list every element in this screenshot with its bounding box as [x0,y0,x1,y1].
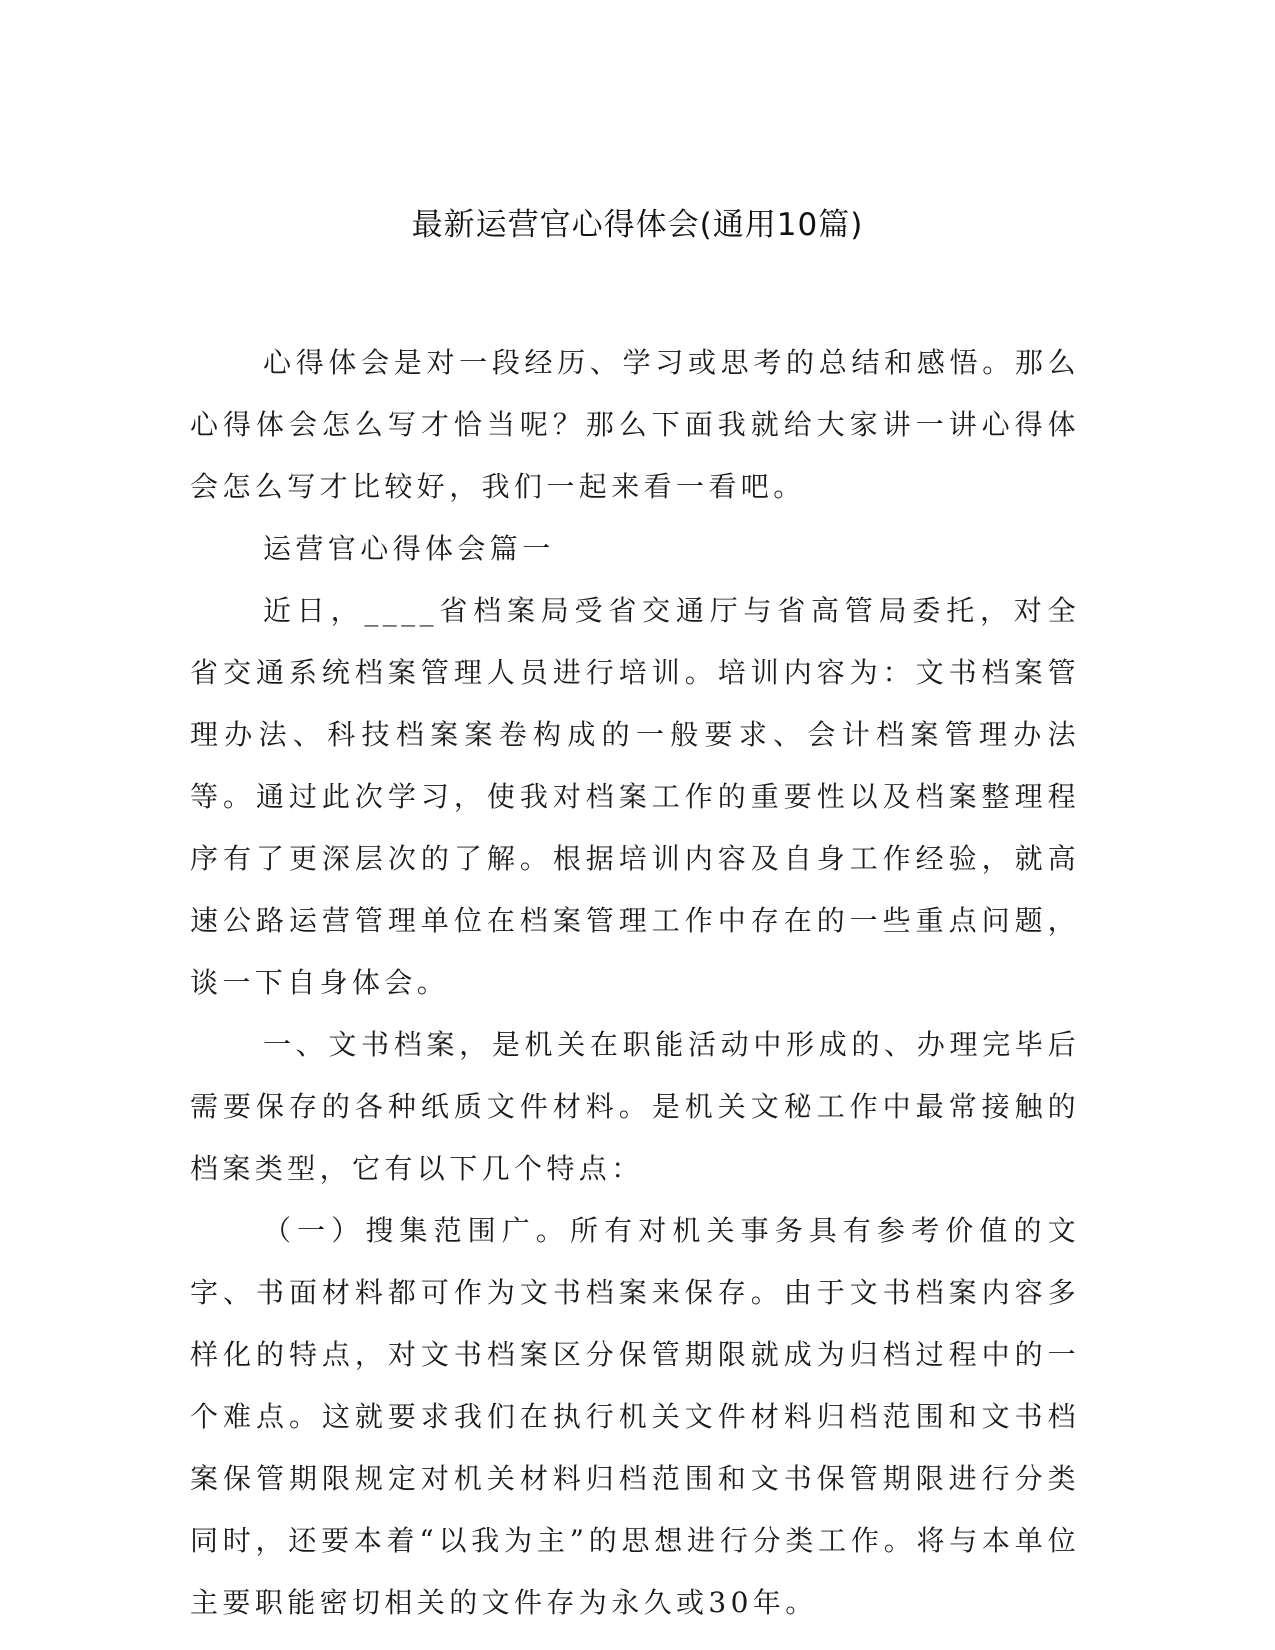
section-heading: 运营官心得体会篇一 [263,532,555,565]
document-title: 最新运营官心得体会(通用10篇) [411,207,864,243]
document-body [190,332,1080,1634]
body-paragraph: 一、文书档案，是机关在职能活动中形成的、办理完毕后需要保存的各种纸质文件材料。是机关文秘工作中最常接触的档案类型，它有以下几个特点： [190,1028,1080,1185]
intro-paragraph: 心得体会是对一段经历、学习或思考的总结和感悟。那么心得体会怎么写才恰当呢？那么下面我就给大家讲一讲心得体会怎么写才比较好，我们一起来看一看吧。 [190,346,1080,503]
body-paragraph: （一）搜集范围广。所有对机关事务具有参考价值的文字、书面材料都可作为文书档案来保存。由于文书档案内容多样化的特点，对文书档案区分保管期限就成为归档过程中的一个难点。这就要求我们在执行机关文件材料归档范围和文书档案保管期限规定对机关材料归档范围和文书保管期限进行分类同时，还要本着“以我为主”的思想进行分类工作。将与本单位主要职能密切相关的文件存为永久或30年。 [190,1214,1080,1619]
body-paragraph: 近日，____省档案局受省交通厅与省高管局委托，对全省交通系统档案管理人员进行培训。培训内容为：文书档案管理办法、科技档案案卷构成的一般要求、会计档案管理办法等。通过此次学习，使我对档案工作的重要性以及档案整理程序有了更深层次的了解。根据培训内容及自身工作经验，就高速公路运营管理单位在档案管理工作中存在的一些重点问题，谈一下自身体会。 [190,594,1080,999]
